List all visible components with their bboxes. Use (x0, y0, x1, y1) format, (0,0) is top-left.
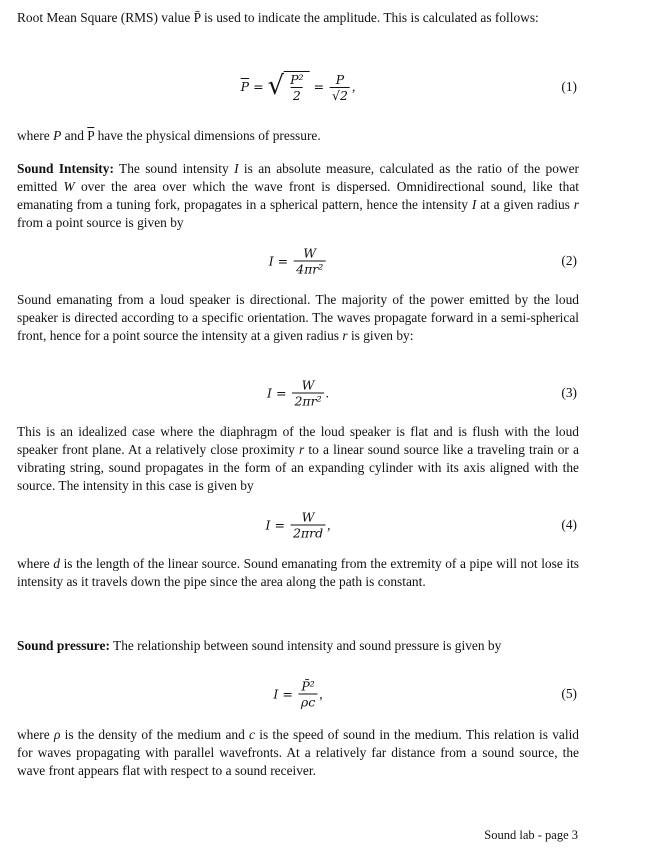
paragraph-linear-source: where d is the length of the linear source. Sound emanating from the extremity of a pipe will not lose its intensity as it travels down the pipe since the area along the path is constant. (17, 556, 579, 589)
equation-1-body (241, 71, 356, 103)
eq1-frac-denominator: √2 (332, 87, 348, 103)
eq3-numerator: W (301, 377, 315, 393)
eq3-equals: = (275, 385, 287, 400)
eq3-denominator: 2πr² (294, 393, 322, 409)
equation-4-number: (4) (561, 517, 577, 532)
equation-5-body (273, 679, 322, 710)
paragraph-sound-intensity: Sound Intensity: The sound intensity I is an absolute measure, calculated as the ratio of the power emitted W over the area over which the wave front is dispersed. Omnidirectional sound, like that emanating from a tuning fork, propagates in a spherical pattern, hence the intensity I at a given radius r from a point source is given by (17, 161, 579, 230)
eq4-equals: = (274, 517, 285, 532)
eq5-equals: = (282, 686, 293, 701)
eq4-trail: , (327, 517, 331, 532)
equation-4-body (266, 510, 331, 541)
eq3-lhs: I (267, 385, 272, 400)
eq5-trail: , (319, 686, 323, 701)
eq1-equals-2: = (313, 79, 325, 94)
eq3-trail: . (325, 385, 329, 400)
equation-5 (17, 671, 579, 717)
heading-sound-intensity: Sound Intensity: (17, 161, 114, 176)
eq1-lhs: $\overline{P}$ (240, 79, 250, 94)
paragraph-pressure-dims: where P and $\overline{P}$ have the physical dimensions of pressure. (17, 128, 321, 143)
equation-3-body (267, 378, 329, 409)
sqrt-symbol-icon: √ (267, 71, 285, 101)
equation-3 (17, 373, 579, 413)
eq1-sqrt-denominator: 2 (292, 88, 301, 103)
eq4-lhs: I (265, 517, 271, 532)
equation-1 (17, 67, 579, 107)
equation-5-number: (5) (561, 686, 577, 701)
equation-2 (17, 241, 579, 281)
eq2-lhs: I (268, 253, 274, 268)
eq2-numerator: W (303, 245, 317, 261)
paragraph-density: where ρ is the density of the medium and c is the speed of sound in the medium. This relation is valid for waves propagating with parallel wavefronts. At a relatively far distance from a sound source, the wave front appears flat with respect to a sound receiver. (17, 727, 579, 778)
eq2-denominator: 4πr² (296, 261, 324, 277)
paragraph-sound-pressure: Sound pressure: The relationship between sound intensity and sound pressure is given by (17, 638, 502, 653)
paragraph-idealized-case: This is an idealized case where the diaphragm of the loud speaker is flat and is flush with the loud speaker front plane. At a relatively close proximity r to a linear sound source like a traveling train or a vibrating string, sound propagates in the form of an expanding cylinder with its axis aligned with the source. The intensity in this case is given by (17, 424, 579, 493)
eq5-lhs: I (273, 686, 279, 701)
page-footer: Sound lab - page 3 (484, 828, 578, 842)
eq5-numerator: P̄² (301, 678, 315, 694)
eq5-denominator: ρc (300, 694, 316, 710)
equation-1-number: (1) (561, 79, 577, 94)
eq1-sqrt-numerator: P² (290, 72, 304, 87)
equation-2-body (269, 246, 328, 277)
eq1-sqrt (268, 71, 310, 103)
eq1-frac-numerator: P (335, 71, 345, 87)
eq1-trail: , (351, 79, 356, 94)
eq4-numerator: W (301, 509, 315, 525)
eq2-equals: = (277, 253, 289, 268)
equation-3-number: (3) (561, 385, 577, 400)
heading-sound-pressure: Sound pressure: (17, 638, 110, 653)
paragraph-rms-intro: Root Mean Square (RMS) value P̄ is used to indicate the amplitude. This is calculated as follows: (17, 10, 539, 25)
equation-4 (17, 505, 579, 545)
eq4-denominator: 2πrd (292, 525, 324, 541)
equation-2-number: (2) (561, 253, 577, 268)
eq1-equals: = (253, 79, 264, 94)
paragraph-loudspeaker: Sound emanating from a loud speaker is directional. The majority of the power emitted by the loud speaker is directed according to a specific orientation. The waves propagate forward in a semi-spherical front, hence for a point source the intensity at a given radius r is given by: (17, 292, 579, 343)
